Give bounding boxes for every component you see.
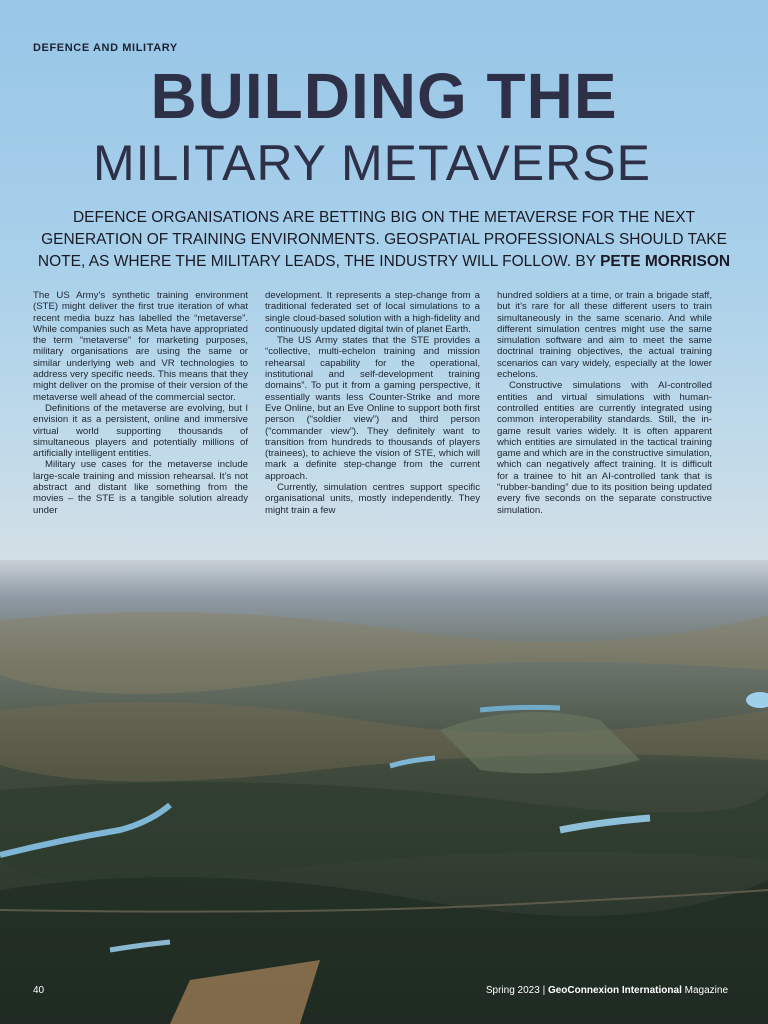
author-name: PETE MORRISON [600, 253, 731, 270]
footer-separator: | [542, 985, 546, 996]
paragraph: Constructive simulations with AI-controlled entities and virtual simulations with human-controlled entities are currently integrated using common interoperability standards. Still, the in-game result varies widely. It is often apparent which entities are simulated in the tactical training game and which are in the constructive simulation, which can negatively affect training. It is difficult for a trainee to hit an AI-controlled tank that is “rubber-banding” due to its position being updated every five seconds on the separate constructive simulation. [497, 380, 712, 516]
publication-suffix: Magazine [684, 985, 728, 996]
paragraph: Definitions of the metaverse are evolving, but I envision it as a persistent, online and immersive virtual world supporting thousands of simultaneous players and potentially millions of artificially intelligent entities. [33, 402, 248, 460]
footer [486, 985, 728, 996]
headline-line-2: MILITARY METAVERSE [93, 135, 651, 191]
paragraph: The US Army states that the STE provides a “collective, multi-echelon training and mission rehearsal capability for the operational, institutional and self-development training domains”. To put it from a gaming perspective, it essentially wants less Counter-Strike and more Eve Online, but an Eve Online to support both first person (“soldier view”) and third person (“commander view”). They definitely want to transition from hundreds to thousands of players (trainees), to achieve the vision of STE, which will mark a definite step-change from the current approach. [265, 335, 480, 482]
standfirst [30, 207, 738, 273]
page-number: 40 [33, 985, 45, 996]
paragraph: Currently, simulation centres support specific organisational units, mostly independently. They might train a few [265, 482, 480, 516]
article-column-3 [497, 290, 712, 516]
headline-line-1: BUILDING THE [150, 60, 618, 132]
article-column-1 [33, 290, 248, 516]
paragraph: development. It represents a step-change from a traditional federated set of local simulations to a single cloud-based solution with a high-fidelity and continuously updated digital twin of planet Earth. [265, 290, 480, 335]
paragraph: Military use cases for the metaverse include large-scale training and mission rehearsal. It’s not abstract and distant like something from the movies – the STE is a tangible solution already under [33, 459, 248, 516]
publication-name: GeoConnexion International [547, 985, 682, 996]
issue-date: Spring 2023 [485, 985, 540, 996]
paragraph: hundred soldiers at a time, or train a brigade staff, but it’s rare for all these different users to train simultaneously in the same scenario. And while different simulation centres might use the same simulation software and aim to meet the same doctrinal training objectives, the actual training scenarios can vary widely, especially at the lower echelons. [497, 290, 712, 381]
standfirst-text: DEFENCE ORGANISATIONS ARE BETTING BIG ON THE METAVERSE FOR THE NEXT GENERATION OF TRAINING ENVIRONMENTS. GEOSPATIAL PROFESSIONALS SHOULD TAKE NOTE, AS WHERE THE MILITARY LEADS, THE INDUSTRY WILL FOLLOW. BY [37, 209, 727, 270]
aerial-landscape-image [0, 560, 768, 1024]
section-label: DEFENCE AND MILITARY [33, 42, 178, 54]
paragraph: The US Army’s synthetic training environment (STE) might deliver the first true iteration of what recent media buzz has labelled the “metaverse”. While companies such as Meta have appropriated the term “metaverse” for marketing purposes, military organisations are using the same or similar underlying web and VR technologies to address very specific needs. This means that they might deliver on the promise of their version of the metaverse well ahead of the commercial sector. [33, 290, 248, 403]
article-column-2 [265, 290, 480, 516]
